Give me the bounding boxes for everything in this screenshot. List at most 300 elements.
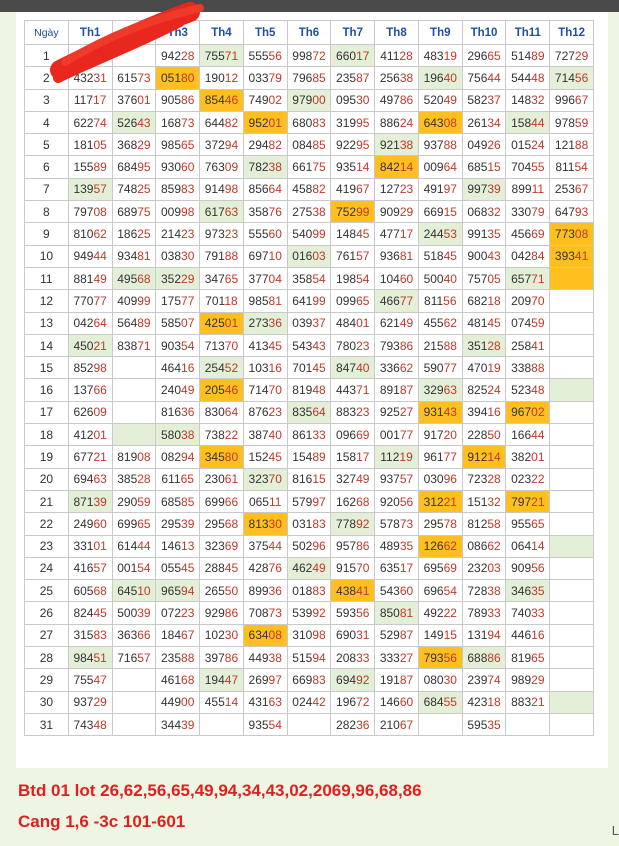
result-cell <box>200 624 244 646</box>
result-prefix: 973 <box>204 227 225 242</box>
result-prefix: 009 <box>423 160 444 175</box>
result-cell <box>375 647 419 669</box>
result-last-two: 70 <box>224 338 239 353</box>
result-cell <box>112 580 156 602</box>
result-last-two: 99 <box>356 204 370 219</box>
result-prefix: 701 <box>292 360 313 375</box>
result-last-two: 94 <box>487 628 501 643</box>
result-last-two: 46 <box>224 383 239 398</box>
result-prefix: 791 <box>204 249 225 264</box>
result-last-two: 99 <box>312 293 326 308</box>
result-last-two: 94 <box>312 650 326 665</box>
result-last-two: 82 <box>312 182 326 197</box>
result-last-two: 41 <box>531 338 545 353</box>
result-last-two: 64 <box>268 182 282 197</box>
result-cell <box>112 624 156 646</box>
result-last-two: 48 <box>312 383 326 398</box>
result-cell <box>418 290 462 312</box>
result-cell <box>462 312 506 334</box>
result-prefix: 854 <box>204 93 225 108</box>
table-row <box>25 379 594 401</box>
day-number: 15 <box>25 357 69 379</box>
result-last-two: 44 <box>93 249 107 264</box>
result-prefix: 363 <box>117 628 138 643</box>
table-row <box>25 602 594 624</box>
result-last-two: 86 <box>356 539 370 554</box>
result-prefix: 253 <box>554 182 575 197</box>
result-cell <box>506 490 550 512</box>
result-last-two: 56 <box>574 70 589 85</box>
day-number: 24 <box>25 557 69 579</box>
result-prefix: 514 <box>511 48 532 63</box>
result-last-two: 87 <box>399 628 414 643</box>
result-cell <box>375 312 419 334</box>
result-prefix: 149 <box>423 628 444 643</box>
result-last-two: 56 <box>443 293 457 308</box>
result-cell <box>375 267 419 289</box>
result-last-two: 72 <box>356 695 370 710</box>
month-header-th2: Th2 <box>112 21 156 45</box>
result-cell <box>68 312 112 334</box>
result-prefix: 235 <box>336 70 357 85</box>
result-prefix: 016 <box>292 249 313 264</box>
result-last-two: 57 <box>137 650 151 665</box>
result-cell <box>418 245 462 267</box>
result-last-two: 49 <box>312 561 326 576</box>
result-cell <box>243 580 287 602</box>
result-prefix: 409 <box>117 293 138 308</box>
result-prefix: 338 <box>511 360 532 375</box>
result-prefix: 470 <box>467 360 488 375</box>
result-cell <box>506 691 550 713</box>
result-last-two: 67 <box>574 93 589 108</box>
result-cell <box>243 424 287 446</box>
result-prefix: 265 <box>204 583 225 598</box>
result-cell <box>506 267 550 289</box>
result-prefix: 743 <box>73 717 94 732</box>
table-row <box>25 691 594 713</box>
result-prefix: 208 <box>336 650 357 665</box>
result-cell <box>156 602 200 624</box>
result-prefix: 682 <box>467 293 488 308</box>
result-last-two: 97 <box>268 672 282 687</box>
result-last-two: 98 <box>181 204 195 219</box>
result-prefix: 793 <box>423 650 444 665</box>
result-cell <box>112 446 156 468</box>
result-cell <box>68 713 112 735</box>
result-last-two: 86 <box>399 93 414 108</box>
result-prefix: 921 <box>379 137 400 152</box>
result-last-two: 28 <box>487 338 501 353</box>
day-number: 3 <box>25 89 69 111</box>
result-cell <box>506 312 550 334</box>
result-prefix: 462 <box>292 561 313 576</box>
result-cell <box>112 134 156 156</box>
result-prefix: 175 <box>160 293 182 308</box>
result-cell <box>156 557 200 579</box>
result-cell <box>418 580 462 602</box>
result-cell <box>506 669 550 691</box>
result-prefix: 937 <box>73 695 94 710</box>
table-row <box>25 580 594 602</box>
result-last-two: 55 <box>531 160 545 175</box>
result-prefix: 191 <box>379 672 400 687</box>
result-cell <box>200 401 244 423</box>
result-last-two: 45 <box>93 606 107 621</box>
result-cell <box>462 535 506 557</box>
result-cell <box>550 178 594 200</box>
result-last-two: 01 <box>531 449 545 464</box>
result-prefix: 039 <box>292 316 313 331</box>
result-last-two: 70 <box>268 383 282 398</box>
result-cell <box>287 267 331 289</box>
result-last-two: 29 <box>399 204 414 219</box>
result-cell <box>156 468 200 490</box>
result-prefix: 755 <box>73 672 94 687</box>
result-last-two: 57 <box>93 561 107 576</box>
result-prefix: 621 <box>379 316 400 331</box>
result-prefix: 520 <box>423 93 444 108</box>
result-prefix: 477 <box>379 227 400 242</box>
result-last-two: 19 <box>399 449 413 464</box>
result-prefix: 755 <box>204 48 225 63</box>
result-last-two: 68 <box>137 271 151 286</box>
result-last-two: 97 <box>443 182 457 197</box>
result-cell <box>418 669 462 691</box>
result-cell <box>550 401 594 423</box>
result-last-two: 09 <box>93 405 107 420</box>
result-prefix: 086 <box>467 539 488 554</box>
result-cell <box>331 357 375 379</box>
result-last-two: 42 <box>312 695 326 710</box>
result-prefix: 714 <box>554 70 575 85</box>
result-cell <box>287 134 331 156</box>
result-cell <box>506 290 550 312</box>
result-last-two: 86 <box>224 606 239 621</box>
result-last-two: 05 <box>93 137 107 152</box>
result-cell <box>550 290 594 312</box>
result-last-two: 13 <box>181 539 195 554</box>
result-prefix: 824 <box>73 606 94 621</box>
result-cell <box>112 513 156 535</box>
result-last-two: 15 <box>443 628 457 643</box>
result-prefix: 009 <box>160 204 182 219</box>
result-last-two: 71 <box>531 271 545 286</box>
result-last-two: 35 <box>399 539 414 554</box>
result-last-two: 24 <box>399 115 414 130</box>
result-prefix: 492 <box>423 606 444 621</box>
result-last-two: 29 <box>531 672 545 687</box>
result-cell <box>156 379 200 401</box>
result-prefix: 680 <box>292 115 313 130</box>
result-prefix: 883 <box>336 405 357 420</box>
result-last-two: 21 <box>531 695 545 710</box>
result-cell <box>506 156 550 178</box>
result-prefix: 738 <box>204 427 225 442</box>
result-last-two: 80 <box>224 449 239 464</box>
result-prefix: 695 <box>423 561 444 576</box>
result-last-two: 19 <box>487 360 501 375</box>
result-cell <box>112 557 156 579</box>
result-prefix: 232 <box>467 561 488 576</box>
result-cell <box>331 468 375 490</box>
result-cell <box>331 67 375 89</box>
table-row <box>25 669 594 691</box>
result-prefix: 757 <box>467 271 488 286</box>
day-number: 23 <box>25 535 69 557</box>
result-last-two: 64 <box>93 316 107 331</box>
day-number: 13 <box>25 312 69 334</box>
result-cell <box>287 446 331 468</box>
result-prefix: 074 <box>511 316 532 331</box>
result-cell <box>243 468 287 490</box>
table-row <box>25 446 594 468</box>
result-last-two: 77 <box>399 427 414 442</box>
result-cell <box>243 223 287 245</box>
result-cell <box>243 602 287 624</box>
result-cell <box>287 513 331 535</box>
result-cell <box>550 312 594 334</box>
result-cell <box>200 334 244 356</box>
result-prefix: 984 <box>73 650 94 665</box>
result-last-two: 15 <box>487 160 501 175</box>
result-prefix: 728 <box>467 583 488 598</box>
result-prefix: 812 <box>467 516 488 531</box>
result-prefix: 694 <box>336 672 357 687</box>
result-last-two: 26 <box>487 137 501 152</box>
result-last-two: 31 <box>93 70 107 85</box>
result-last-two: 17 <box>356 449 370 464</box>
result-cell <box>331 602 375 624</box>
result-last-two: 54 <box>443 583 457 598</box>
result-cell <box>156 669 200 691</box>
result-prefix: 626 <box>73 405 94 420</box>
result-prefix: 154 <box>292 449 313 464</box>
result-cell <box>287 424 331 446</box>
result-last-two: 16 <box>268 360 282 375</box>
result-cell <box>68 602 112 624</box>
result-cell <box>200 713 244 735</box>
result-prefix: 394 <box>467 405 488 420</box>
result-prefix: 181 <box>73 137 94 152</box>
result-prefix: 084 <box>292 137 313 152</box>
result-prefix: 184 <box>160 628 182 643</box>
result-cell <box>418 89 462 111</box>
result-prefix: 931 <box>423 405 444 420</box>
result-cell <box>156 647 200 669</box>
result-last-two: 22 <box>531 472 545 487</box>
result-prefix: 151 <box>467 494 488 509</box>
result-cell <box>331 557 375 579</box>
result-cell <box>112 178 156 200</box>
result-prefix: 282 <box>336 717 357 732</box>
edge-glyph: L <box>611 823 619 838</box>
result-prefix: 484 <box>336 316 357 331</box>
result-prefix: 914 <box>204 182 225 197</box>
result-last-two: 23 <box>181 606 195 621</box>
result-prefix: 131 <box>467 628 488 643</box>
result-last-two: 89 <box>531 48 545 63</box>
result-prefix: 358 <box>248 204 269 219</box>
result-prefix: 614 <box>117 539 138 554</box>
result-last-two: 40 <box>356 360 370 375</box>
result-prefix: 585 <box>160 316 182 331</box>
result-cell <box>550 379 594 401</box>
result-last-two: 30 <box>356 93 370 108</box>
result-cell <box>200 201 244 223</box>
result-cell <box>112 290 156 312</box>
result-last-two: 01 <box>137 93 151 108</box>
result-prefix: 449 <box>160 695 182 710</box>
result-last-two: 29 <box>137 137 151 152</box>
result-prefix: 942 <box>160 48 182 63</box>
result-last-two: 97 <box>312 494 326 509</box>
result-cell <box>156 580 200 602</box>
result-cell <box>418 446 462 468</box>
day-number: 25 <box>25 580 69 602</box>
result-cell <box>418 156 462 178</box>
result-prefix: 949 <box>73 249 94 264</box>
result-prefix: 644 <box>204 115 225 130</box>
result-prefix: 699 <box>204 494 225 509</box>
result-prefix: 358 <box>292 271 313 286</box>
result-cell <box>156 89 200 111</box>
day-number: 29 <box>25 669 69 691</box>
result-cell <box>418 424 462 446</box>
result-cell <box>287 45 331 67</box>
day-number: 21 <box>25 490 69 512</box>
result-prefix: 127 <box>379 182 400 197</box>
result-last-two: 18 <box>487 695 501 710</box>
result-cell <box>462 223 506 245</box>
result-last-two: 10 <box>268 249 282 264</box>
result-cell <box>68 134 112 156</box>
result-last-two: 51 <box>93 650 107 665</box>
result-last-two: 68 <box>181 672 195 687</box>
result-prefix: 773 <box>554 227 575 242</box>
result-last-two: 25 <box>137 182 151 197</box>
result-last-two: 43 <box>312 338 326 353</box>
result-cell <box>550 669 594 691</box>
result-last-two: 23 <box>181 227 195 242</box>
result-cell <box>550 67 594 89</box>
month-header-th6: Th6 <box>287 21 331 45</box>
result-last-two: 65 <box>531 516 545 531</box>
result-prefix: 230 <box>204 472 225 487</box>
result-prefix: 930 <box>160 160 182 175</box>
result-cell <box>156 691 200 713</box>
result-last-two: 63 <box>224 204 239 219</box>
result-prefix: 985 <box>248 293 269 308</box>
result-prefix: 669 <box>423 204 444 219</box>
month-header-th7: Th7 <box>331 21 375 45</box>
result-cell <box>243 557 287 579</box>
result-last-two: 45 <box>487 316 501 331</box>
result-last-two: 64 <box>312 405 326 420</box>
result-last-two: 56 <box>399 494 414 509</box>
result-last-two: 54 <box>137 561 151 576</box>
result-cell <box>112 468 156 490</box>
result-last-two: 32 <box>531 93 545 108</box>
result-cell <box>462 490 506 512</box>
result-last-two: 71 <box>356 383 370 398</box>
result-last-two: 70 <box>268 472 282 487</box>
result-prefix: 909 <box>511 561 532 576</box>
result-cell <box>462 691 506 713</box>
result-cell <box>375 201 419 223</box>
result-cell <box>287 201 331 223</box>
result-last-two: 01 <box>93 427 107 442</box>
result-last-two: 64 <box>443 160 457 175</box>
result-last-two: 49 <box>356 472 370 487</box>
result-prefix: 347 <box>204 271 225 286</box>
result-prefix: 495 <box>117 271 138 286</box>
result-last-two: 87 <box>399 383 414 398</box>
day-number: 20 <box>25 468 69 490</box>
day-number: 10 <box>25 245 69 267</box>
result-last-two: 32 <box>487 494 501 509</box>
result-prefix: 690 <box>336 628 357 643</box>
result-cell <box>418 312 462 334</box>
result-prefix: 461 <box>160 672 182 687</box>
result-cell <box>287 67 331 89</box>
result-cell <box>506 424 550 446</box>
result-last-two: 37 <box>312 316 326 331</box>
result-last-two: 60 <box>399 583 414 598</box>
result-cell <box>243 201 287 223</box>
result-prefix: 209 <box>511 293 532 308</box>
result-cell <box>462 89 506 111</box>
result-last-two: 69 <box>224 539 239 554</box>
result-last-two: 33 <box>531 606 545 621</box>
result-prefix: 351 <box>467 338 488 353</box>
day-column-header: Ngày <box>25 21 69 45</box>
result-prefix: 018 <box>292 583 313 598</box>
result-prefix: 952 <box>248 115 269 130</box>
result-last-two: 49 <box>399 316 414 331</box>
result-cell <box>287 624 331 646</box>
result-last-two: 73 <box>181 115 195 130</box>
result-prefix: 838 <box>117 338 138 353</box>
result-last-two: 02 <box>268 93 282 108</box>
result-prefix: 713 <box>204 338 225 353</box>
result-last-two: 72 <box>312 48 326 63</box>
result-last-two: 45 <box>268 338 282 353</box>
result-last-two: 58 <box>487 516 501 531</box>
result-prefix: 158 <box>511 115 532 130</box>
result-last-two: 88 <box>224 249 239 264</box>
result-prefix: 920 <box>379 494 400 509</box>
result-cell <box>156 245 200 267</box>
result-prefix: 825 <box>467 383 488 398</box>
result-last-two: 67 <box>574 182 589 197</box>
result-cell <box>68 223 112 245</box>
result-cell <box>506 580 550 602</box>
result-prefix: 723 <box>467 472 488 487</box>
result-last-two: 27 <box>399 650 414 665</box>
result-cell <box>550 602 594 624</box>
result-last-two: 62 <box>443 316 457 331</box>
result-prefix: 315 <box>73 628 94 643</box>
result-cell <box>375 580 419 602</box>
result-cell <box>200 223 244 245</box>
result-cell <box>418 223 462 245</box>
result-cell <box>506 602 550 624</box>
result-cell <box>375 178 419 200</box>
result-prefix: 967 <box>511 405 532 420</box>
result-cell <box>112 312 156 334</box>
result-cell <box>462 245 506 267</box>
